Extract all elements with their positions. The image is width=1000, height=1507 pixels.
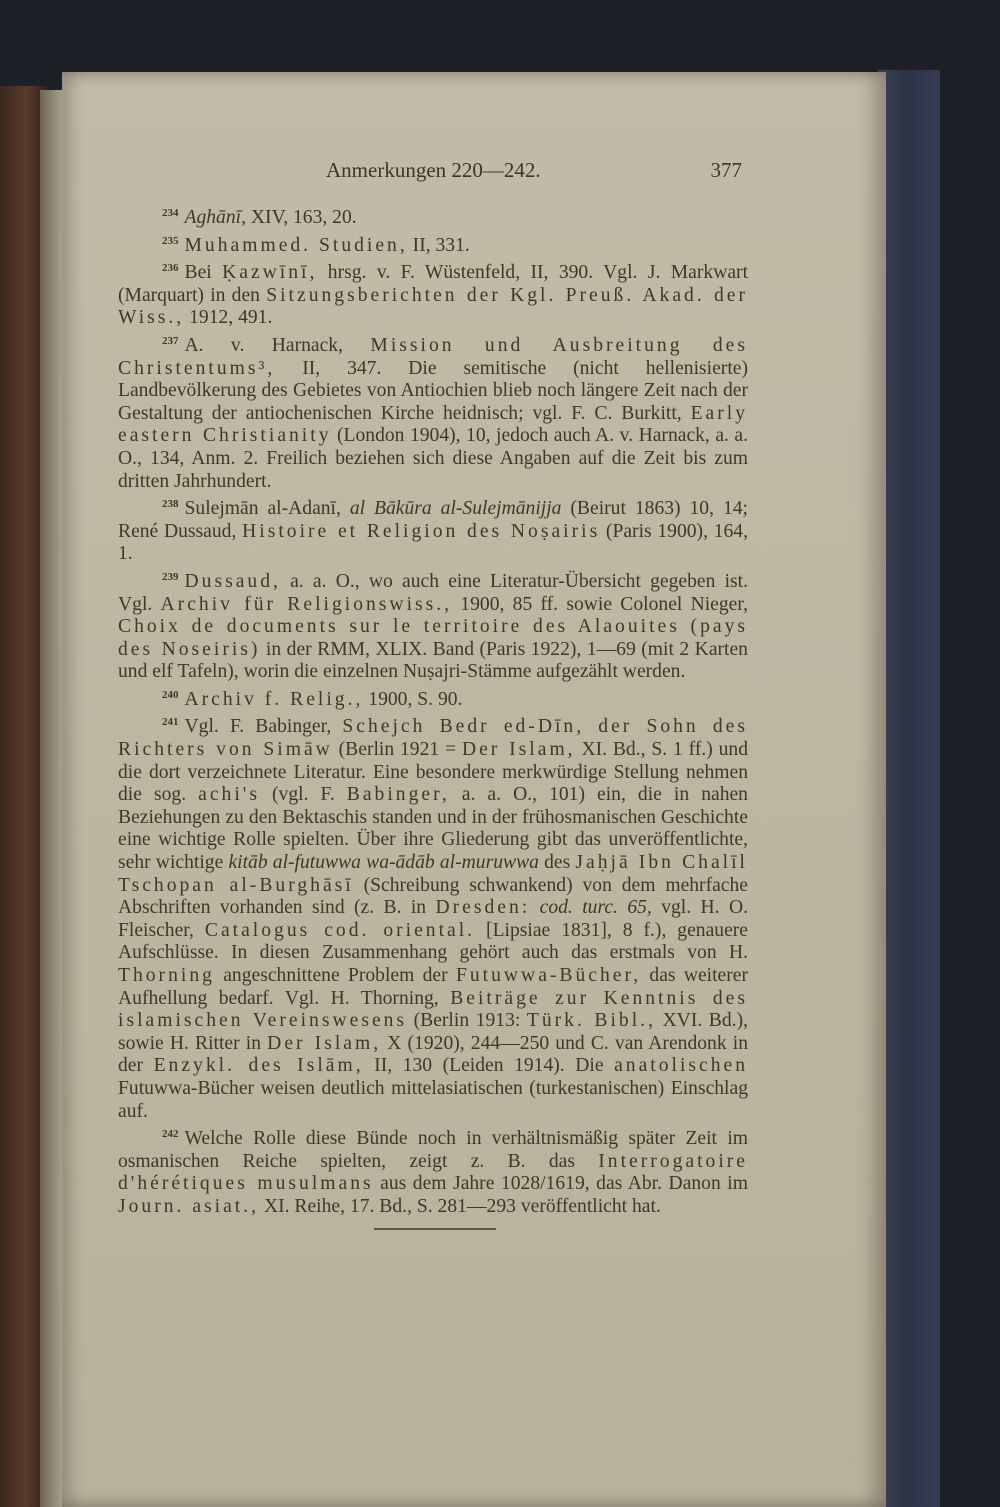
footnote-number: 240 [162,688,179,701]
spaced-reference: Muhammed. Studien, [184,234,408,256]
footnote-text: hrsg. v. F. Wüstenfeld, II, 390. Vgl. J. Markwart (Marquart) in den [118,262,749,306]
footnote-number: 234 [162,207,179,219]
footnote-text: XI. Reihe, 17. Bd., S. 281—293 veröffentlicht hat. [259,1195,661,1217]
footnote-number: 242 [162,1128,179,1141]
footnote-text: [Lipsiae 1831], 8 f.), genauere Aufschlüsse. In diesen Zusammenhang gehört auch das erstmals von H. [118,919,748,964]
spaced-reference: Der Islam, [267,1032,382,1054]
spaced-reference: Archiv f. Relig., [184,688,364,710]
footnote-text: A. v. Harnack, [184,334,371,356]
page-number: 377 [710,158,742,182]
footnote-text: Futuwwa-Bücher weisen deutlich mittelasiatischen (turkestanischen) Einschlag auf. [118,1077,748,1122]
footnote-text: (Paris 1900), 164, 1. [118,520,748,565]
footnote-text: (Berlin 1921 = [332,739,462,761]
footnote-text [530,897,539,918]
footnote-text: das weiterer Aufhellung bedarf. Vgl. H. Thorning, [118,965,748,1009]
footnote-text: II, 331. [407,234,470,256]
footnote-text: 1900, 85 ff. sowie Colonel Nieger, [452,593,749,615]
spaced-reference: Thorning [118,965,215,986]
footnote-text: Vgl. F. Babinger, [184,716,343,738]
spaced-reference: Sitzungsberichten der Kgl. Preuß. Akad. der Wiss., [118,284,749,329]
footnote-text: 1912, 491. [184,307,273,329]
footnote-text: (Berlin 1913: [407,1010,527,1032]
footnote-text: Sulejmān al-Adanī, [184,498,350,520]
footnote-240 [118,684,748,712]
footnote-text: in der RMM, XLIX. Band (Paris 1922), 1—69 (mit 2 Karten und elf Tafeln), worin die einzelnen Nuṣajri-Stämme aufgezählt werden. [118,638,748,683]
spaced-reference: Catalogus cod. oriental. [204,919,476,941]
spaced-reference: Dresden: [435,897,531,919]
footnote-text: Welche Rolle diese Bünde noch in verhältnismäßig später Zeit im osmanischen Reiche spielten, zeigt z. B. das [118,1128,748,1172]
footnote-text: vgl. H. O. Fleischer, [118,897,748,941]
spaced-reference: achi's [198,784,260,806]
footnote-number: 241 [162,716,179,729]
italic-title: Aghānī, [184,207,246,228]
spaced-reference: Early eastern Christianity [118,402,748,447]
footnote-number: 236 [162,262,179,275]
spaced-reference: Journ. asiat., [118,1195,260,1217]
footnote-text: Bei [184,262,223,284]
footnote-number: 239 [162,570,179,583]
footnote-text: XVI. Bd.), sowie H. Ritter in [118,1010,748,1054]
italic-title: cod. turc. 65, [539,897,652,919]
italic-title: kitāb al-futuwwa wa-ādāb al-muruwwa [228,852,539,874]
footnote-text: a. a. O., 101) ein, die in nahen Beziehungen zu den Bektaschis standen und in der frühosmanischen Geschichte eine wichtige Rolle spielten. Über ihre Gliederung gibt das unveröffentlichte, sehr wichtige [118,784,748,874]
footnote-235 [118,230,748,258]
footnote-238 [118,493,748,566]
spaced-reference: Der Islam, [461,739,576,761]
spaced-reference: Futuwwa-Bücher, [455,965,642,986]
footnote-number: 235 [162,234,179,247]
running-title: Anmerkungen 220—242. [326,158,541,182]
footnote-text: a. a. O., wo auch eine Literatur-Übersicht gegeben ist. Vgl. [118,570,748,615]
footnote-text: des [538,852,576,874]
footnote-text: XI. Bd., S. 1 ff.) und die dort verzeichnete Literatur. Eine besondere merkwürdige Stellung nehmen die sog. [118,739,748,806]
italic-title: al Bākūra al-Sulejmānijja [349,498,562,520]
footnote-text: angeschnittene Problem der [214,965,456,986]
spaced-reference: Beiträge zur Kenntnis des islamischen Vereinswesens [118,987,748,1032]
footnote-text: (vgl. F. [259,784,347,806]
spaced-reference: Türk. Bibl., [526,1010,656,1032]
footnote-237 [118,330,748,493]
closing-rule [374,1228,496,1230]
left-page-edge [40,90,62,1507]
footnote-text: II, 130 (Leiden 1914). Die [363,1055,615,1077]
right-book-cover-edge [878,70,940,1507]
spaced-reference: Archiv für Religionswiss., [160,593,453,615]
footnote-text: (Beirut 1863) 10, 14; René Dussaud, [118,498,748,542]
footnote-number: 237 [162,334,179,347]
footnotes-text [118,202,748,1219]
footnote-text: aus dem Jahre 1028/1619, das Abr. Danon im [373,1173,748,1195]
spaced-reference: Enzykl. des Islām, [153,1055,364,1077]
footnote-236 [118,257,748,330]
footnote-text: X (1920), 244—250 und C. van Arendonk in der [118,1032,749,1077]
spaced-reference: Jaḥjā Ibn Chalīl Tschopan al-Burghāsī [118,852,748,896]
spaced-reference: Histoire et Religion des Noṣairis [242,520,601,542]
footnote-234 [118,202,748,230]
spaced-reference: Choix de documents sur le territoire des Alaouites (pays des Noseiris) [118,616,748,660]
spaced-reference: anatolischen [614,1055,749,1077]
footnote-text: (London 1904), 10, jedoch auch A. v. Harnack, a. a. O., 134, Anm. 2. Freilich beziehen sich diese Angaben auf die Zeit bis zum dritten Jahrhundert. [118,425,748,492]
spaced-reference: Dussaud, [184,570,281,592]
footnote-text: XIV, 163, 20. [246,207,357,228]
spaced-reference: Schejch Bedr ed-Dīn, der Sohn des Richters von Simāw [118,716,748,761]
footnote-text: 1900, S. 90. [363,688,463,710]
footnote-241 [118,711,748,1123]
footnote-text: (Schreibung schwankend) von dem mehrfache Abschriften vorhanden sind (z. B. in [118,874,748,919]
spaced-reference: Mission und Ausbreitung des Christentums³, [118,334,748,379]
footnote-number: 238 [162,498,179,511]
footnote-239 [118,566,748,684]
footnote-text: II, 347. Die semitische (nicht hellenisierte) Landbevölkerung des Gebietes von Antiochien blieb noch längere Zeit nach der Gestaltung der antiochenischen Kirche heidnisch; vgl. F. C. Burkitt, [118,357,748,424]
spaced-reference: Babinger, [346,784,450,806]
spaced-reference: Ḳazwīnī, [222,262,318,284]
spaced-reference: Interrogatoire d'hérétiques musulmans [118,1150,748,1195]
footnote-242 [118,1123,748,1218]
running-header [120,158,742,190]
